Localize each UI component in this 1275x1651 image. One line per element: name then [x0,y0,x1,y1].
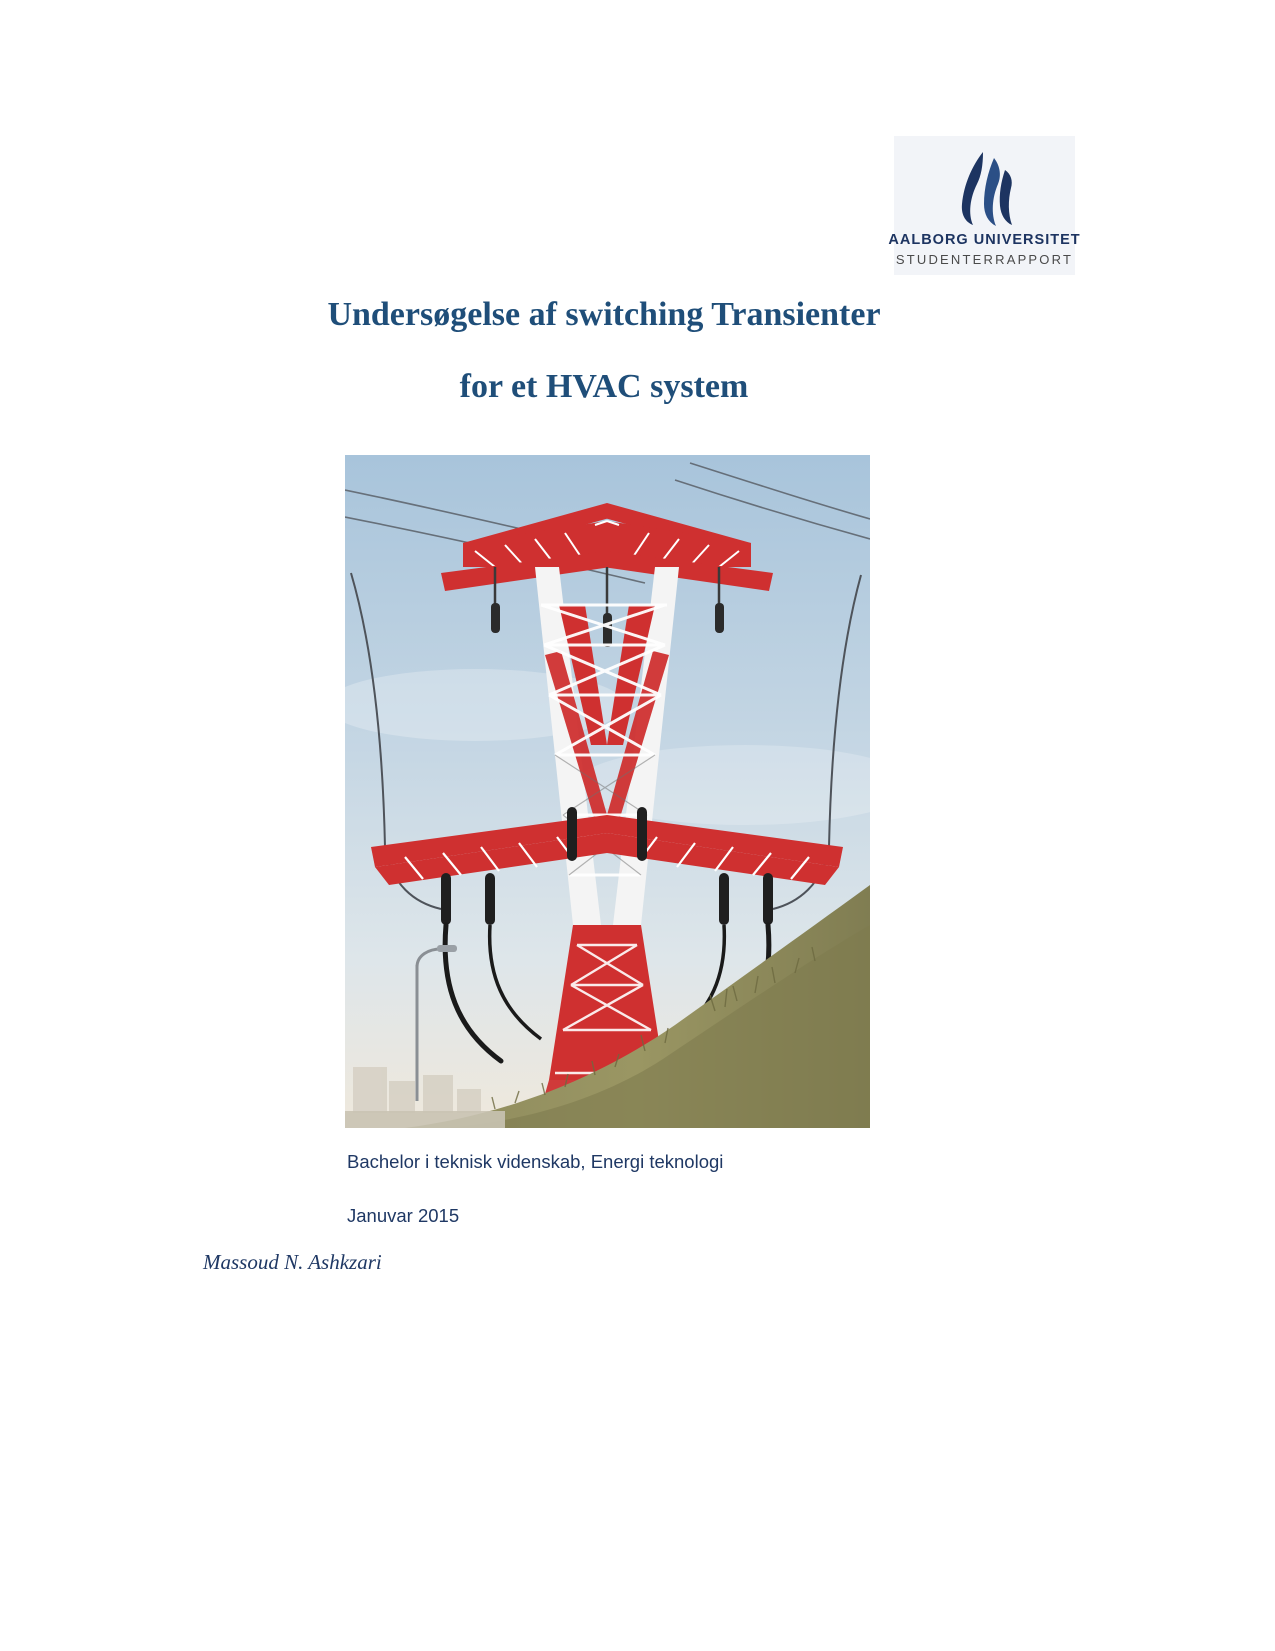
electricity-pylon-photo [345,455,870,1128]
program-line: Bachelor i teknisk videnskab, Energi teknologi [347,1151,724,1172]
page-title-line-1: Undersøgelse af switching Transienter [327,296,881,333]
logo-report-type: STUDENTERRAPPORT [895,252,1074,267]
university-logo-block [888,136,1081,275]
date-line: Januvar 2015 [347,1205,460,1226]
page-title-line-2: for et HVAC system [459,368,749,405]
aau-flame-logo-icon [942,148,1028,230]
logo-university-name: AALBORG UNIVERSITET [888,232,1081,248]
author-name: Massoud N. Ashkzari [203,1250,382,1274]
